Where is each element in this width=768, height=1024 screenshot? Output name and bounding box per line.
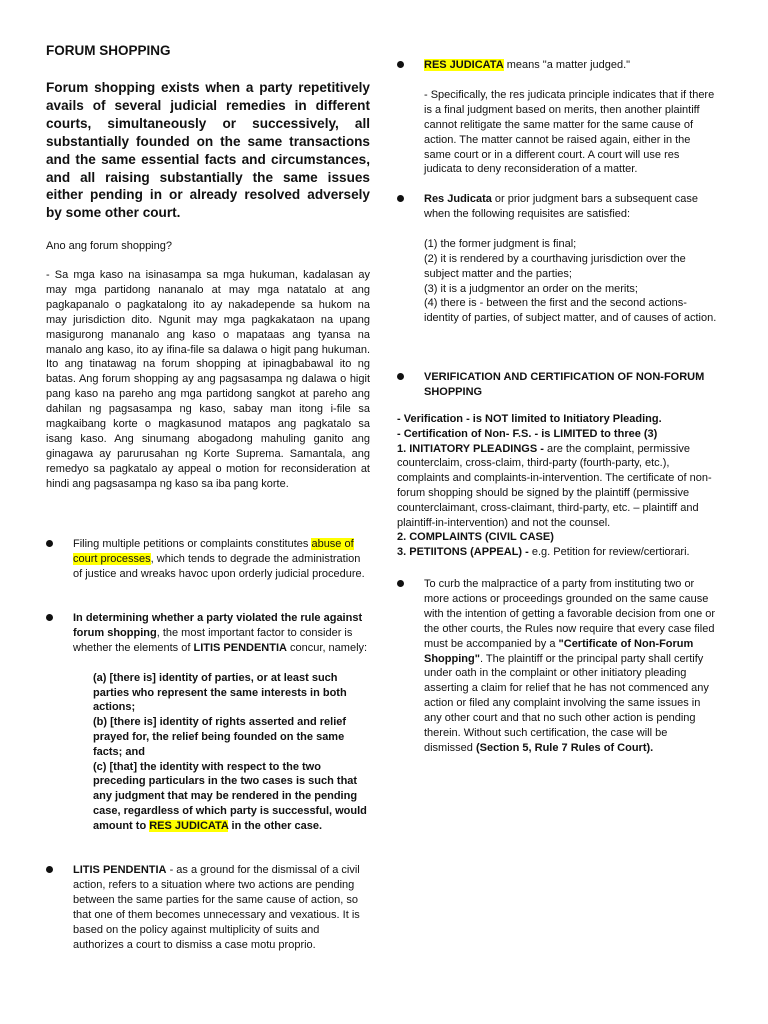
section-heading: VERIFICATION AND CERTIFICATION OF NON-FORUM SHOPPING xyxy=(424,371,705,398)
intro-definition: Forum shopping exists when a party repetitively avails of several judicial remedies in different courts, simultaneously or successively, all substantially founded on the same transactions and the same essential facts and circumstances, and all raising substantially the same issues either pending in or already resolved adversely by some other court. xyxy=(46,80,370,221)
element-c: (c) [that] the identity with respect to the two preceding particulars in the two cases is such that any judgment that may be rendered in the pending case, regardless of which party is successful, would amount to RES JUDICATA in the other case. xyxy=(93,760,367,832)
tagalog-explanation: - Sa mga kaso na isinasampa sa mga hukuman, kadalasan ay may mga partidong nananalo at may mga natatalo at ang pagkapanalo o pagkatalong ito ay nakadepende sa hukom na may jurisdiction dito. Ngunit may mga pagkakataon na upang masigurong mananalo ang kaso o mapataas ang tyansa na manalo ang kaso, ito ay ifina-file sa dalawa o higit pang hukuman. Ito ang tinatawag na forum shopping at ipinagbabawal ito ng batas. Ang forum shopping ay ang pagsasampa ng dalawa o higit pang kaso na pareho ang mga partidong sangkot at pareho ang dahilan ng pagsasampa ng kaso, sabay man itong i-file sa magkaibang korte o magkasunod matapos ang pagkatalo sa isang kaso. Ang sinumang abogadong mahuling ganito ang ginagawa ay parurusahan ng Korte Suprema. Samantala, ang remedyo sa pagkatalo ay appeal o motion for reconsideration at hindi ang pagsasampa ng kaso sa iba pang korte. xyxy=(46,269,370,490)
bullet-icon xyxy=(397,580,404,587)
bullet-text: Filing multiple petitions or complaints constitutes abuse of court processes, which tends to degrade the administration of justice and wreaks havoc upon orderly judicial procedure. xyxy=(73,538,365,580)
highlight: RES JUDICATA xyxy=(424,59,504,71)
question-heading: Ano ang forum shopping? xyxy=(46,240,172,252)
bullet-icon xyxy=(397,195,404,202)
bullet-text: To curb the malpractice of a party from instituting two or more actions or proceedings grounded on the same cause with the intention of getting a favorable decision from one or the other courts, the Rules now require that every case filed must be accompanied by a "Certificate of Non-Forum Shopping". The plaintiff or the principal party shall certify under oath in the complaint or other initiatory pleading asserting a claim for relief that he has not commenced any action or filed any complaint involving the same issues in any other court and that no such other action is pending therein. Without such certification, the case will be dismissed (Section 5, Rule 7 Rules of Court). xyxy=(424,578,716,754)
requisites-intro: Res Judicata or prior judgment bars a subsequent case when the following requisites are satisfied: xyxy=(424,193,698,220)
verification-details xyxy=(397,412,717,560)
res-judicata-meaning: RES JUDICATA means "a matter judged." xyxy=(424,59,631,71)
initiatory-pleadings: 1. INITIATORY PLEADINGS - are the complaint, permissive counterclaim, cross-claim, third-party (fourth-party, etc.), complaints and complaints-in-intervention. The certificate of non-forum shopping should be signed by the plaintiff (permissive counterclaimant, cross-claimant, third-party, etc. – plaintiff and plaintiff-in-intervention) and not the counsel. xyxy=(397,442,712,529)
requisite-2: (2) it is rendered by a courthaving jurisdiction over the subject matter and the parties; xyxy=(424,252,686,280)
bullet-icon xyxy=(46,540,53,547)
requisite-3: (3) it is a judgmentor an order on the merits; xyxy=(424,282,638,295)
bullet-icon xyxy=(397,373,404,380)
res-judicata-explanation: - Specifically, the res judicata principle indicates that if there is a final judgment based on merits, then another plaintiff cannot relitigate the same matter for the same cause of action. The matter cannot be raised again, either in the same court or in a different court. A court will use res judicata to deny reconsideration of a matter. xyxy=(424,88,715,176)
bullet-abuse-of-process xyxy=(46,537,371,582)
bullet-icon xyxy=(46,866,53,873)
certification-line: - Certification of Non- F.S. - is LIMITED to three (3) xyxy=(397,427,658,440)
res-judicata-requisites xyxy=(397,192,717,326)
elements-list xyxy=(73,671,371,834)
element-b: (b) [there is] identity of rights asserted and relief prayed for, the relief being founded on the same facts; and xyxy=(93,716,347,758)
requisites-list xyxy=(424,237,717,326)
res-judicata-block xyxy=(397,58,717,177)
bullet-litis-pendentia-definition xyxy=(46,863,371,952)
highlight: abuse of court processes xyxy=(73,538,354,565)
bullet-text: In determining whether a party violated the rule against forum shopping, the most important factor to consider is whether the elements of LITIS PENDENTIA concur, namely: xyxy=(73,612,368,654)
page-title: FORUM SHOPPING xyxy=(46,43,171,58)
complaints-line: 2. COMPLAINTS (CIVIL CASE) xyxy=(397,531,554,544)
bullet-litis-pendentia-rule xyxy=(46,611,371,833)
requisite-1: (1) the former judgment is final; xyxy=(424,237,577,250)
petitions-line: 3. PETIITONS (APPEAL) - e.g. Petition for review/certiorari. xyxy=(397,546,690,559)
element-a: (a) [there is] identity of parties, or at least such parties who represent the same interests in both actions; xyxy=(93,671,347,714)
requisite-4: (4) there is - between the first and the second actions- identity of parties, of subject matter, and of causes of action. xyxy=(424,297,717,325)
bullet-text: LITIS PENDENTIA - as a ground for the dismissal of a civil action, refers to a situation where two actions are pending between the same parties for the same cause of action, so that one of them becomes unnecessary and vexatious. It is based on the policy against multiplicity of suits and authorizes a court to dismiss a case motu proprio. xyxy=(73,864,360,951)
bullet-icon xyxy=(397,61,404,68)
verification-line: - Verification - is NOT limited to Initiatory Pleading. xyxy=(397,413,662,425)
verification-heading-block xyxy=(397,370,717,400)
bullet-icon xyxy=(46,614,53,621)
highlight: RES JUDICATA xyxy=(149,819,229,832)
certificate-requirement xyxy=(397,577,717,756)
